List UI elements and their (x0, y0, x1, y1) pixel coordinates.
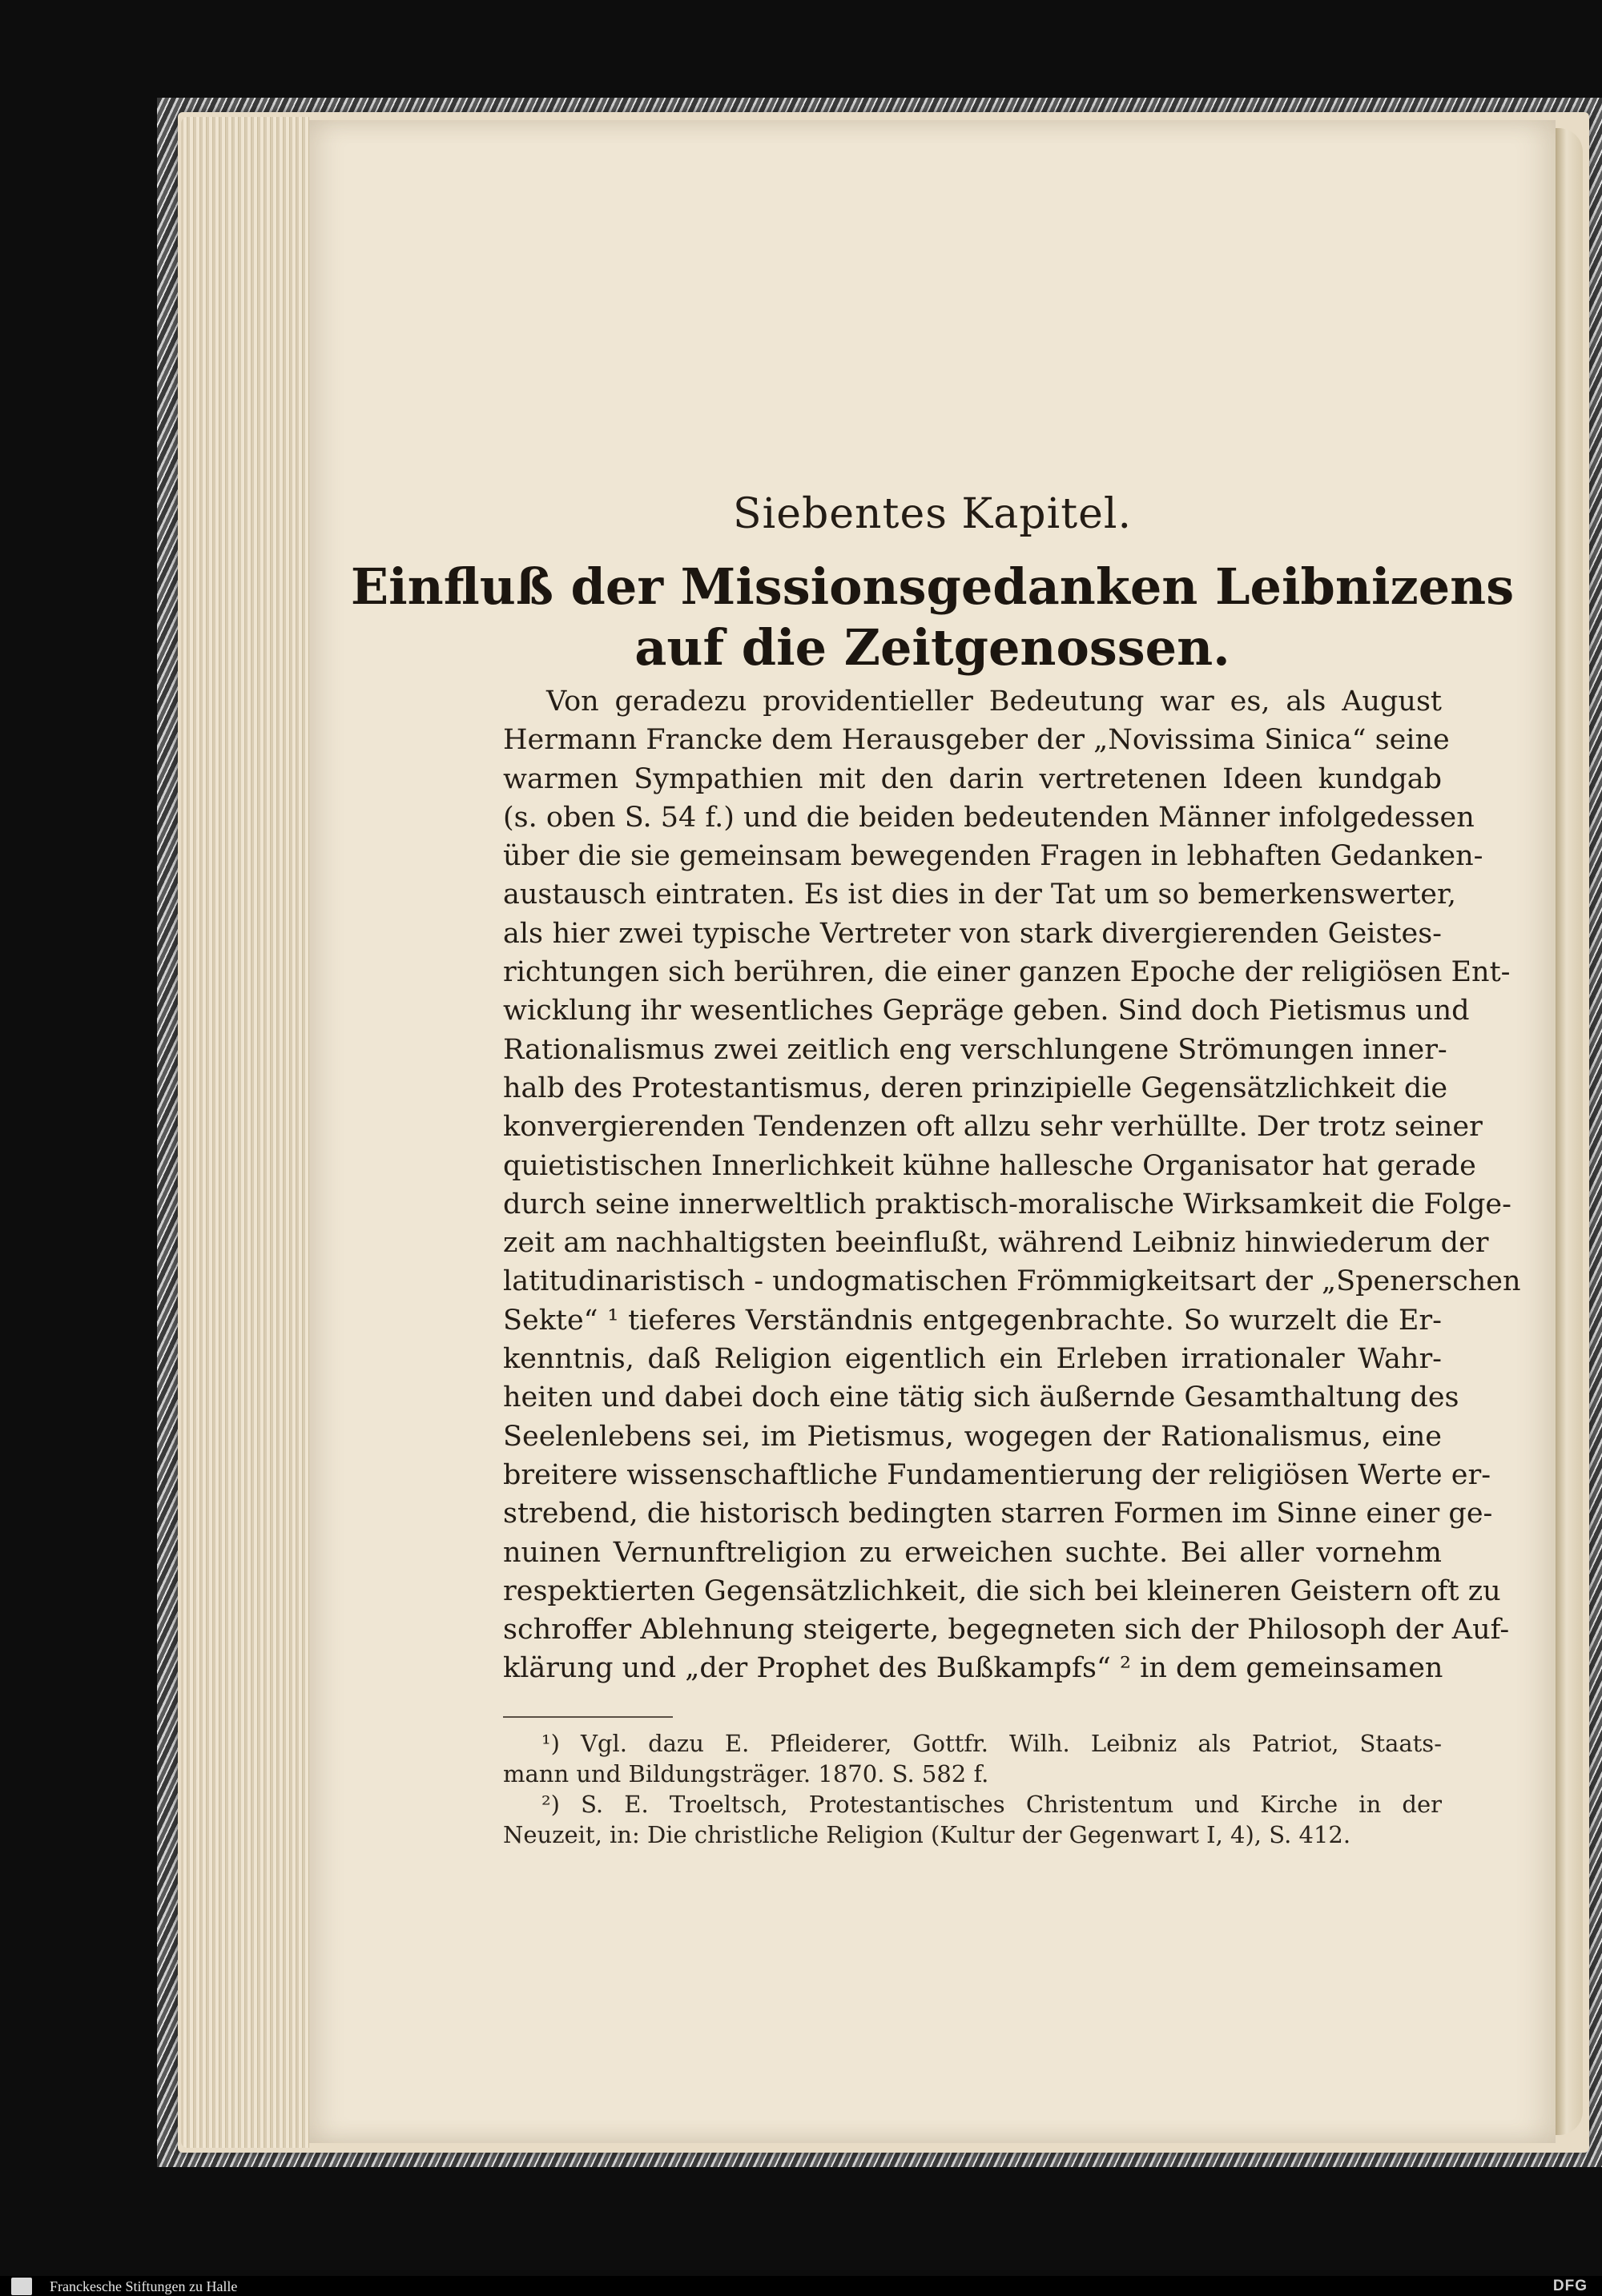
text-line: respektierten Gegensätzlichkeit, die sich bei kleineren Geistern oft zu (503, 1574, 1501, 1607)
text-line: Rationalismus zwei zeitlich eng verschlungene Strömungen inner- (503, 1033, 1447, 1066)
text-line: richtungen sich berühren, die einer ganzen Epoche der religiösen Ent- (503, 956, 1511, 989)
text-line: quietistischen Innerlichkeit kühne hallesche Organisator hat gerade (503, 1149, 1476, 1182)
text-line: Seelenlebens sei, im Pietismus, wogegen der Rationalismus, eine (503, 1420, 1442, 1453)
text-line: Von geradezu providentieller Bedeutung war es, als August (546, 686, 1442, 718)
page-stack-edge (181, 117, 309, 2148)
text-line: konvergierenden Tendenzen oft allzu sehr verhüllte. Der trotz seiner (503, 1111, 1483, 1144)
institution-logo-icon (11, 2278, 32, 2295)
chapter-label: Siebentes Kapitel. (732, 490, 1133, 538)
text-line: Sekte“ ¹ tieferes Verständnis entgegenbrachte. So wurzelt die Er- (503, 1304, 1442, 1337)
text-line: strebend, die historisch bedingten starren Formen im Sinne einer ge- (503, 1498, 1493, 1530)
text-line: breitere wissenschaftliche Fundamentierung der religiösen Werte er- (503, 1458, 1491, 1491)
facing-page-edge (1556, 128, 1583, 2135)
institution-name: Franckesche Stiftungen zu Halle (50, 2278, 238, 2294)
text-line: kenntnis, daß Religion eigentlich ein Erleben irrationaler Wahr- (503, 1343, 1442, 1376)
viewer-footer-bar (0, 2276, 1602, 2296)
footnotes (503, 1728, 1442, 1850)
body-text (503, 682, 1521, 1688)
text-line: als hier zwei typische Vertreter von stark divergierenden Geistes- (503, 917, 1442, 950)
text-line: heiten und dabei doch eine tätig sich äußernde Gesamthaltung des (503, 1381, 1459, 1414)
footnote-line: mann und Bildungsträger. 1870. S. 582 f. (503, 1760, 989, 1787)
text-line: schroffer Ablehnung steigerte, begegneten sich der Philosoph der Auf- (503, 1614, 1510, 1647)
text-line: austausch eintraten. Es ist dies in der Tat um so bemerkenswerter, (503, 879, 1457, 911)
text-line: warmen Sympathien mit den darin vertretenen Ideen kundgab (503, 762, 1442, 795)
text-line: wicklung ihr wesentliches Gepräge geben. Sind doch Pietismus und (503, 995, 1470, 1027)
chapter-title-line-1: Einfluß der Missionsgedanken Leibnizens (350, 557, 1515, 616)
chapter-title (309, 557, 1556, 678)
footnote-line: ²) S. E. Troeltsch, Protestantisches Christentum und Kirche in der (541, 1791, 1442, 1818)
text-line: halb des Protestantismus, deren prinzipielle Gegensätzlichkeit die (503, 1072, 1448, 1104)
text-line: klärung und „der Prophet des Bußkampfs“ ² in dem gemeinsamen (503, 1652, 1443, 1685)
chapter-title-line-2: auf die Zeitgenossen. (634, 618, 1230, 677)
footnote-line: ¹) Vgl. dazu E. Pfleiderer, Gottfr. Wilh. Leibniz als Patriot, Staats- (541, 1730, 1442, 1757)
text-line: durch seine innerweltlich praktisch-moralische Wirksamkeit die Folge- (503, 1188, 1511, 1220)
text-line: (s. oben S. 54 f.) und die beiden bedeutenden Männer infolgedessen (503, 801, 1475, 834)
text-line: über die sie gemeinsam bewegenden Fragen in lebhaften Gedanken- (503, 840, 1483, 873)
text-line: zeit am nachhaltigsten beeinflußt, während Leibniz hinwiederum der (503, 1227, 1489, 1260)
dfg-logo: DFG (1552, 2278, 1588, 2294)
text-line: latitudinaristisch - undogmatischen Frömmigkeitsart der „Spenerschen (503, 1265, 1521, 1298)
footnote-separator (503, 1716, 673, 1718)
text-line: nuinen Vernunftreligion zu erweichen suchte. Bei aller vornehm (503, 1536, 1442, 1569)
footnote-line: Neuzeit, in: Die christliche Religion (Kultur der Gegenwart I, 4), S. 412. (503, 1821, 1351, 1848)
text-line: Hermann Francke dem Herausgeber der „Novissima Sinica“ seine (503, 724, 1450, 757)
